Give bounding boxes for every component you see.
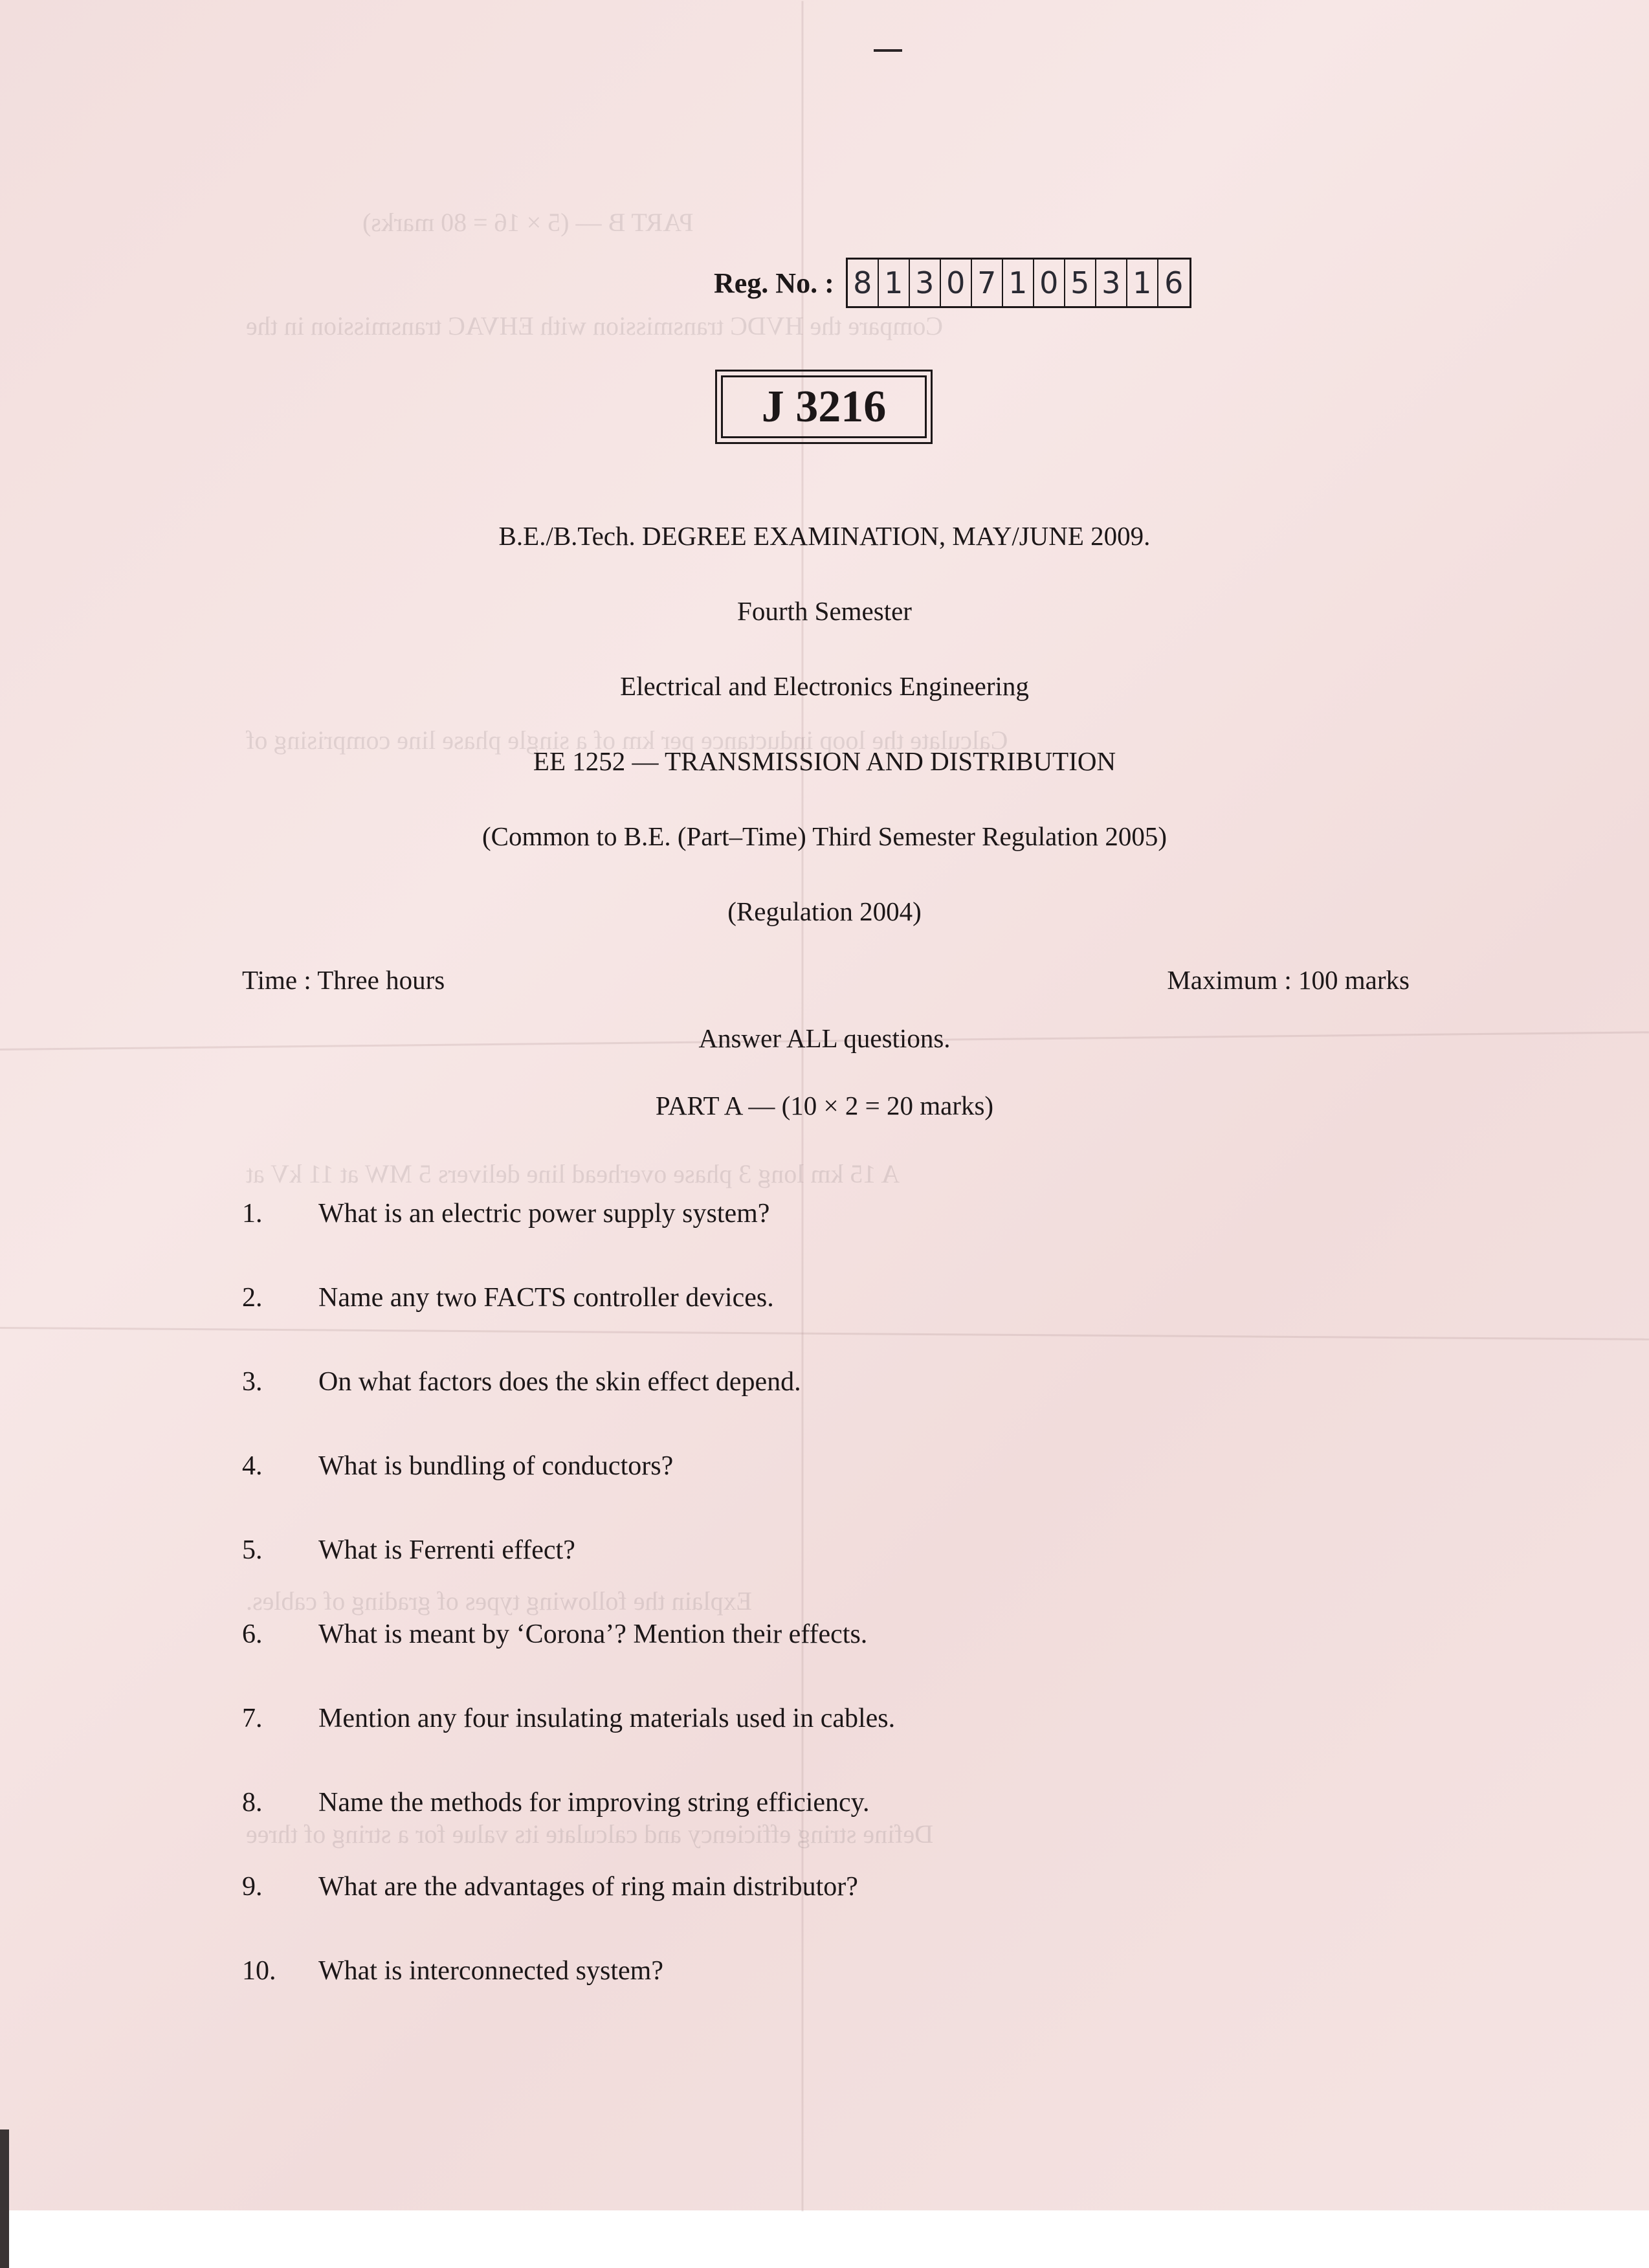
question-number: 7.	[242, 1704, 263, 1733]
question-item	[242, 1619, 867, 1650]
question-text: What is an electric power supply system?	[318, 1199, 770, 1228]
time-marks-row	[242, 964, 1410, 995]
question-number: 4.	[242, 1451, 263, 1481]
scan-mark	[874, 49, 902, 52]
question-number: 9.	[242, 1872, 263, 1902]
question-text: Mention any four insulating materials used in cables.	[318, 1704, 896, 1733]
time-label: Time : Three hours	[242, 965, 445, 995]
max-marks-label: Maximum : 100 marks	[1167, 965, 1410, 995]
registration-digit: 1	[1003, 260, 1034, 306]
registration-digit: 5	[1065, 260, 1096, 306]
question-number: 1.	[242, 1199, 263, 1228]
question-text: What are the advantages of ring main distributor?	[318, 1872, 858, 1902]
question-number: 2.	[242, 1283, 263, 1313]
question-item	[242, 1282, 774, 1313]
question-item	[242, 1535, 575, 1566]
bleed-through-text: Define string efficiency and calculate its value for a string of three	[246, 1819, 934, 1849]
question-text: What is meant by ‘Corona’? Mention their effects.	[318, 1619, 868, 1649]
bleed-through-text: Explain the following types of grading of cables.	[246, 1586, 753, 1616]
exam-code-box	[715, 370, 933, 444]
bleed-through-text: Compare the HVDC transmission with EHVAC transmission in the	[246, 311, 943, 340]
instructions: Answer ALL questions.	[698, 1023, 951, 1053]
question-number: 3.	[242, 1367, 263, 1397]
registration-digit: 8	[848, 260, 879, 306]
question-item	[242, 1871, 858, 1902]
question-item	[242, 1955, 663, 1986]
registration-number	[714, 258, 1191, 308]
registration-digit: 3	[1096, 260, 1127, 306]
question-number: 8.	[242, 1788, 263, 1818]
regulation-note: (Regulation 2004)	[727, 896, 922, 926]
department: Electrical and Electronics Engineering	[620, 671, 1029, 701]
registration-digit: 7	[972, 260, 1003, 306]
exam-title: B.E./B.Tech. DEGREE EXAMINATION, MAY/JUNE 2009.	[498, 521, 1151, 551]
question-item	[242, 1451, 673, 1482]
question-text: What is bundling of conductors?	[318, 1451, 674, 1481]
registration-digit: 1	[879, 260, 910, 306]
registration-digit: 0	[941, 260, 972, 306]
bleed-through-text: Calculate the loop inductance per km of a single phase line comprising of	[246, 726, 1008, 755]
question-item	[242, 1787, 869, 1818]
question-text: What is Ferrenti effect?	[318, 1535, 575, 1565]
paper-crease	[0, 1327, 1649, 1340]
question-text: Name the methods for improving string efficiency.	[318, 1788, 870, 1818]
registration-digit: 1	[1127, 260, 1158, 306]
common-to-note: (Common to B.E. (Part–Time) Third Semester Regulation 2005)	[482, 821, 1167, 851]
question-item	[242, 1198, 769, 1229]
bleed-through-text: A 15 km long 3 phase overhead line delivers 5 MW at 11 kV at	[246, 1159, 900, 1188]
scanner-edge	[0, 2129, 9, 2268]
semester: Fourth Semester	[737, 596, 912, 626]
bleed-through-text: PART B — (5 × 16 = 80 marks)	[362, 208, 694, 237]
registration-digit: 0	[1034, 260, 1065, 306]
question-item	[242, 1703, 895, 1734]
question-number: 6.	[242, 1619, 263, 1649]
part-a-title: PART A — (10 × 2 = 20 marks)	[655, 1091, 994, 1120]
question-text: What is interconnected system?	[318, 1956, 663, 1986]
course-title: EE 1252 — TRANSMISSION AND DISTRIBUTION	[533, 746, 1116, 776]
question-text: Name any two FACTS controller devices.	[318, 1283, 774, 1313]
question-number: 10.	[242, 1956, 276, 1986]
registration-digit: 3	[910, 260, 941, 306]
registration-boxes	[846, 258, 1191, 308]
question-number: 5.	[242, 1535, 263, 1565]
question-text: On what factors does the skin effect depend.	[318, 1367, 801, 1397]
question-item	[242, 1366, 801, 1397]
exam-code: J 3216	[721, 375, 927, 438]
registration-label: Reg. No. :	[714, 267, 834, 299]
registration-digit: 6	[1164, 265, 1184, 300]
